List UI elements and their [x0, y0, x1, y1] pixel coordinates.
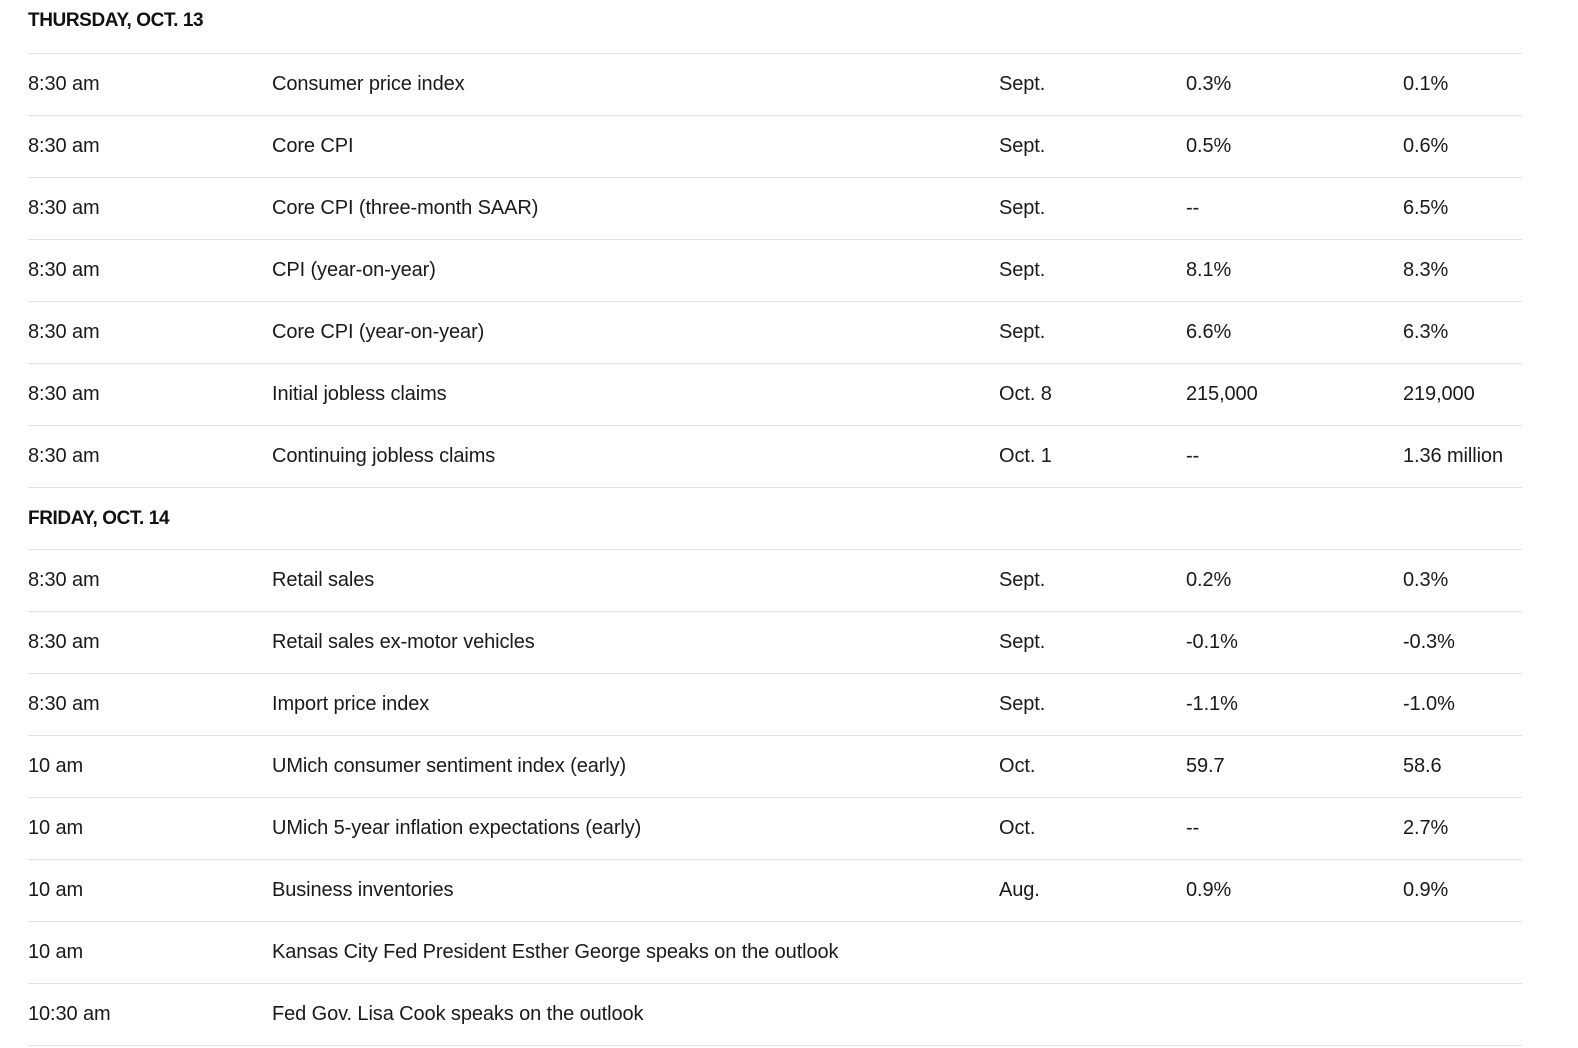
report-cell: Core CPI (year-on-year)	[272, 321, 485, 343]
table-row	[28, 116, 1522, 178]
forecast-cell: -1.1%	[1186, 693, 1238, 715]
day-header-friday	[28, 488, 1522, 550]
forecast-cell: 0.5%	[1186, 135, 1232, 157]
time-cell: 8:30 am	[28, 197, 100, 219]
report-cell: Core CPI (three-month SAAR)	[272, 197, 539, 219]
previous-cell: 6.3%	[1403, 321, 1449, 343]
report-cell: Kansas City Fed President Esther George speaks on the outlook	[272, 941, 839, 963]
forecast-cell: 0.9%	[1186, 879, 1232, 901]
previous-cell: 0.9%	[1403, 879, 1449, 901]
previous-cell: 0.1%	[1403, 73, 1449, 95]
report-cell: Core CPI	[272, 135, 354, 157]
report-cell: Import price index	[272, 693, 430, 715]
previous-cell: 1.36 million	[1403, 445, 1503, 467]
forecast-cell: -0.1%	[1186, 631, 1238, 653]
time-cell: 8:30 am	[28, 135, 100, 157]
time-cell: 10 am	[28, 941, 84, 963]
table-row	[28, 798, 1522, 860]
report-cell: CPI (year-on-year)	[272, 259, 436, 281]
time-cell: 8:30 am	[28, 569, 100, 591]
day-header-label: THURSDAY, OCT. 13	[28, 10, 204, 31]
previous-cell: 219,000	[1403, 383, 1475, 405]
period-cell: Sept.	[999, 135, 1046, 157]
period-cell: Sept.	[999, 197, 1046, 219]
previous-cell: -1.0%	[1403, 693, 1455, 715]
period-cell: Oct. 8	[999, 383, 1052, 405]
report-cell: Retail sales ex-motor vehicles	[272, 631, 535, 653]
period-cell: Sept.	[999, 73, 1046, 95]
period-cell: Oct.	[999, 817, 1036, 839]
time-cell: 8:30 am	[28, 383, 100, 405]
period-cell: Sept.	[999, 631, 1046, 653]
period-cell: Sept.	[999, 569, 1046, 591]
previous-cell: 58.6	[1403, 755, 1442, 777]
previous-cell: 0.6%	[1403, 135, 1449, 157]
table-row	[28, 922, 1522, 984]
time-cell: 10:30 am	[28, 1003, 111, 1025]
report-cell: Retail sales	[272, 569, 375, 591]
previous-cell: -0.3%	[1403, 631, 1455, 653]
report-cell: UMich 5-year inflation expectations (early)	[272, 817, 642, 839]
report-cell: Consumer price index	[272, 73, 465, 95]
economic-calendar	[28, 0, 1522, 1046]
forecast-cell: 215,000	[1186, 383, 1258, 405]
forecast-cell: 6.6%	[1186, 321, 1232, 343]
forecast-cell: 0.3%	[1186, 73, 1232, 95]
forecast-cell: --	[1186, 445, 1200, 467]
forecast-cell: 8.1%	[1186, 259, 1232, 281]
table-row	[28, 674, 1522, 736]
period-cell: Sept.	[999, 259, 1046, 281]
forecast-cell: --	[1186, 817, 1200, 839]
report-cell: Initial jobless claims	[272, 383, 447, 405]
time-cell: 10 am	[28, 755, 84, 777]
forecast-cell: --	[1186, 197, 1200, 219]
period-cell: Aug.	[999, 879, 1040, 901]
period-cell: Sept.	[999, 321, 1046, 343]
previous-cell: 2.7%	[1403, 817, 1449, 839]
previous-cell: 6.5%	[1403, 197, 1449, 219]
table-row	[28, 240, 1522, 302]
time-cell: 8:30 am	[28, 73, 100, 95]
table-row	[28, 178, 1522, 240]
table-row	[28, 736, 1522, 798]
report-cell: Fed Gov. Lisa Cook speaks on the outlook	[272, 1003, 644, 1025]
forecast-cell: 0.2%	[1186, 569, 1232, 591]
time-cell: 8:30 am	[28, 693, 100, 715]
table-row	[28, 612, 1522, 674]
table-row	[28, 426, 1522, 488]
day-header-thursday	[28, 0, 1522, 54]
previous-cell: 0.3%	[1403, 569, 1449, 591]
time-cell: 10 am	[28, 879, 84, 901]
table-row	[28, 364, 1522, 426]
table-row	[28, 550, 1522, 612]
day-header-label: FRIDAY, OCT. 14	[28, 507, 170, 529]
period-cell: Sept.	[999, 693, 1046, 715]
previous-cell: 8.3%	[1403, 259, 1449, 281]
time-cell: 8:30 am	[28, 321, 100, 343]
table-row	[28, 860, 1522, 922]
table-row	[28, 984, 1522, 1046]
time-cell: 8:30 am	[28, 259, 100, 281]
table-row	[28, 54, 1522, 116]
report-cell: Business inventories	[272, 879, 454, 901]
period-cell: Oct. 1	[999, 445, 1052, 467]
time-cell: 8:30 am	[28, 631, 100, 653]
forecast-cell: 59.7	[1186, 755, 1225, 777]
report-cell: UMich consumer sentiment index (early)	[272, 755, 627, 777]
report-cell: Continuing jobless claims	[272, 445, 496, 467]
table-row	[28, 302, 1522, 364]
time-cell: 8:30 am	[28, 445, 100, 467]
time-cell: 10 am	[28, 817, 84, 839]
period-cell: Oct.	[999, 755, 1036, 777]
